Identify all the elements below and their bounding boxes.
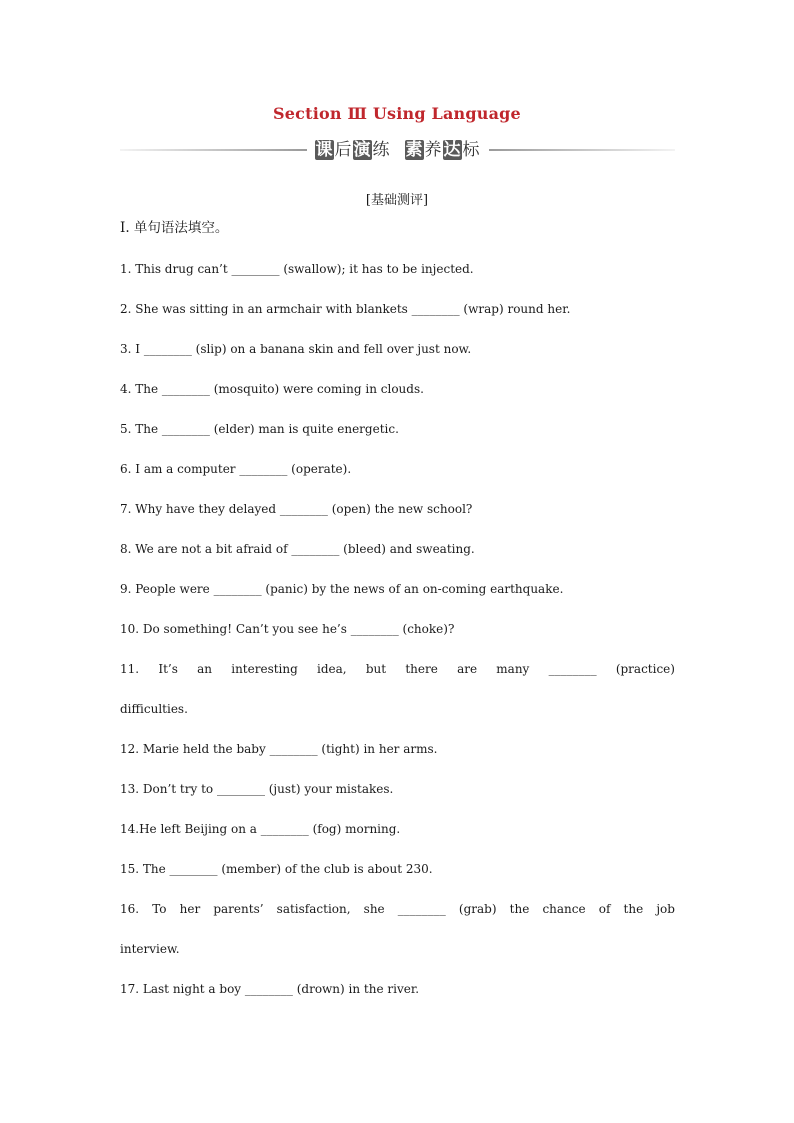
word: are — [457, 662, 478, 676]
word: the — [623, 902, 644, 916]
word: 16. — [120, 902, 140, 916]
banner-char: 素 — [405, 140, 423, 160]
exercise-item: 4. The ________ (mosquito) were coming in clouds. — [120, 382, 424, 396]
section-banner — [120, 138, 675, 162]
exercise-item: 5. The ________ (elder) man is quite energetic. — [120, 422, 399, 436]
part-heading: Ⅰ. 单句语法填空。 — [120, 220, 229, 236]
banner-rule-left — [120, 149, 307, 151]
word: but — [365, 662, 387, 676]
banner-group-after-class — [315, 140, 391, 160]
exercise-item-continuation: difficulties. — [120, 702, 188, 716]
word: satisfaction, — [276, 902, 351, 916]
word: her — [179, 902, 201, 916]
banner-words — [307, 140, 489, 160]
word: interesting — [231, 662, 298, 676]
word: parents’ — [213, 902, 264, 916]
exercise-item: 7. Why have they delayed ________ (open) the new school? — [120, 502, 473, 516]
banner-char: 达 — [443, 140, 461, 160]
banner-group-literacy — [405, 140, 481, 160]
banner-char: 养 — [424, 140, 442, 160]
banner-rule-right — [489, 149, 676, 151]
exercise-item: 6. I am a computer ________ (operate). — [120, 462, 352, 476]
exercise-item: 15. The ________ (member) of the club is about 230. — [120, 862, 433, 876]
word: chance — [542, 902, 586, 916]
exercise-item: 8. We are not a bit afraid of ________ (bleed) and sweating. — [120, 542, 475, 556]
exercise-item: 17. Last night a boy ________ (drown) in the river. — [120, 982, 420, 996]
banner-char: 后 — [334, 140, 352, 160]
banner-char: 标 — [462, 140, 480, 160]
banner-char: 演 — [353, 140, 371, 160]
exercise-item-line — [120, 902, 675, 916]
exercise-item: 1. This drug can’t ________ (swallow); it has to be injected. — [120, 262, 474, 276]
exercise-item: 12. Marie held the baby ________ (tight) in her arms. — [120, 742, 438, 756]
word: she — [363, 902, 385, 916]
word: job — [656, 902, 675, 916]
word: of — [598, 902, 611, 916]
exercise-item: 10. Do something! Can’t you see he’s ________ (choke)? — [120, 622, 455, 636]
word: It’s — [158, 662, 178, 676]
word: idea, — [317, 662, 347, 676]
banner-char: 课 — [315, 140, 333, 160]
word: an — [197, 662, 212, 676]
word: To — [152, 902, 167, 916]
banner-char: 练 — [372, 140, 390, 160]
exercise-item: 9. People were ________ (panic) by the news of an on-coming earthquake. — [120, 582, 564, 596]
exercise-item: 2. She was sitting in an armchair with blankets ________ (wrap) round her. — [120, 302, 571, 316]
subsection-heading: [基础测评] — [365, 193, 429, 208]
word: the — [509, 902, 530, 916]
word: (grab) — [458, 902, 497, 916]
exercise-item-line — [120, 662, 675, 676]
section-title: Section Ⅲ Using Language — [273, 104, 521, 123]
answer-blank: ________ — [548, 662, 597, 676]
word: there — [405, 662, 438, 676]
word: many — [496, 662, 530, 676]
exercise-item-continuation: interview. — [120, 942, 180, 956]
exercise-item: 14.He left Beijing on a ________ (fog) morning. — [120, 822, 401, 836]
exercise-item: 13. Don’t try to ________ (just) your mistakes. — [120, 782, 394, 796]
word: (practice) — [615, 662, 675, 676]
word: 11. — [120, 662, 140, 676]
answer-blank: ________ — [397, 902, 446, 916]
exercise-item: 3. I ________ (slip) on a banana skin and fell over just now. — [120, 342, 472, 356]
